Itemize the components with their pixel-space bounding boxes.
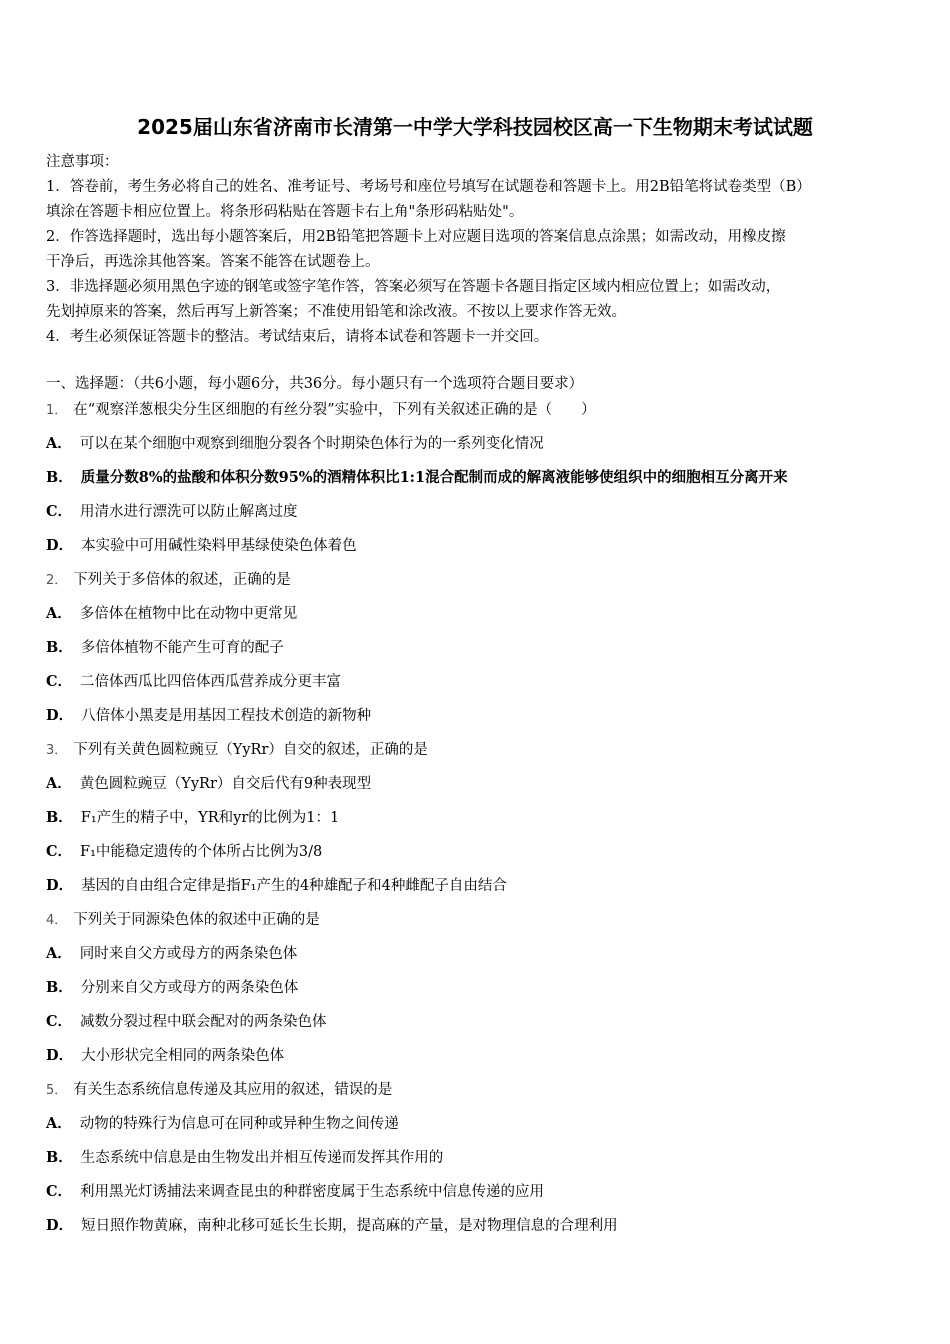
question-text: 下列有关黄色圆粒豌豆（YyRr）自交的叙述，正确的是: [73, 742, 428, 758]
option-letter: B．: [46, 639, 73, 656]
question-stem: [46, 568, 291, 593]
option-letter: D．: [46, 1217, 74, 1234]
option-text: 黄色圆粒豌豆（YyRr）自交后代有9种表现型: [79, 776, 372, 792]
option-text: 利用黑光灯诱捕法来调查昆虫的种群密度属于生态系统中信息传递的应用: [80, 1184, 545, 1200]
option-text: 质量分数8%的盐酸和体积分数95%的酒精体积比1:1混合配制而成的解离液能够使组织中的细胞相互分离开来: [80, 469, 788, 486]
option-letter: C．: [46, 503, 73, 520]
option-text: 可以在某个细胞中观察到细胞分裂各个时期染色体行为的一系列变化情况: [79, 436, 544, 452]
section-header: 一、选择题：（共6小题，每小题6分，共36分。每小题只有一个选项符合题目要求）: [46, 376, 584, 392]
option-letter: D．: [46, 537, 74, 554]
option-text: 生态系统中信息是由生物发出并相互传递而发挥其作用的: [80, 1150, 444, 1166]
option-row: [46, 1214, 618, 1238]
notice-heading: 注意事项：: [46, 154, 119, 170]
question-stem: [46, 738, 428, 763]
option-letter: C．: [46, 1013, 73, 1030]
option-letter: B．: [46, 809, 73, 826]
question-text: 下列关于同源染色体的叙述中正确的是: [73, 912, 320, 928]
option-letter: B．: [46, 469, 73, 486]
option-row: [46, 840, 322, 864]
question-number: 5．: [46, 1083, 68, 1098]
question-stem: [46, 398, 596, 423]
option-row: [46, 1180, 544, 1204]
option-row: [46, 942, 297, 966]
option-text: 多倍体植物不能产生可育的配子: [80, 640, 284, 656]
question-text: 在“观察洋葱根尖分生区细胞的有丝分裂”实验中，下列有关叙述正确的是（ ）: [73, 402, 596, 418]
option-text: 动物的特殊行为信息可在同种或异种生物之间传递: [79, 1116, 399, 1132]
option-row: [46, 976, 298, 1000]
question-text: 有关生态系统信息传递及其应用的叙述，错误的是: [73, 1082, 393, 1098]
option-text: F₁中能稳定遗传的个体所占比例为3/8: [80, 844, 323, 860]
option-letter: C．: [46, 843, 73, 860]
option-row: [46, 670, 341, 694]
page-title: 2025届山东省济南市长清第一中学大学科技园校区高一下生物期末考试试题: [137, 115, 813, 139]
notice-line: 3．非选择题必须用黑色字迹的钢笔或签字笔作答，答案必须写在答题卡各题目指定区域内相应位置上；如需改动，: [46, 279, 781, 295]
option-letter: C．: [46, 1183, 73, 1200]
option-text: 本实验中可用碱性染料甲基绿使染色体着色: [81, 538, 357, 554]
option-text: 大小形状完全相同的两条染色体: [81, 1048, 285, 1064]
option-text: 分别来自父方或母方的两条染色体: [80, 980, 299, 996]
option-row: [46, 602, 297, 626]
option-text: F₁产生的精子中，YR和yr的比例为1：1: [80, 810, 340, 826]
option-row: [46, 636, 284, 660]
option-row: [46, 704, 371, 728]
option-row: [46, 1010, 327, 1034]
option-text: 同时来自父方或母方的两条染色体: [79, 946, 298, 962]
option-letter: A．: [46, 1115, 72, 1132]
question-number: 3．: [46, 743, 68, 758]
question-stem: [46, 1078, 392, 1103]
notice-line: 填涂在答题卡相应位置上。将条形码粘贴在答题卡右上角"条形码粘贴处"。: [46, 204, 524, 220]
option-text: 二倍体西瓜比四倍体西瓜营养成分更丰富: [80, 674, 342, 690]
question-number: 1．: [46, 403, 68, 418]
notice-block: [46, 150, 906, 350]
option-row: [46, 874, 507, 898]
option-row: [46, 432, 544, 456]
option-letter: D．: [46, 707, 74, 724]
option-row: [46, 1112, 399, 1136]
option-row: [46, 772, 371, 796]
question-number: 4．: [46, 913, 68, 928]
option-letter: D．: [46, 877, 74, 894]
option-row: [46, 1044, 284, 1068]
option-letter: A．: [46, 775, 72, 792]
option-letter: D．: [46, 1047, 74, 1064]
option-text: 减数分裂过程中联会配对的两条染色体: [80, 1014, 327, 1030]
option-row: [46, 806, 339, 830]
option-letter: B．: [46, 1149, 73, 1166]
option-row: [46, 500, 298, 524]
notice-line: 干净后，再选涂其他答案。答案不能答在试题卷上。: [46, 254, 380, 270]
option-row: [46, 534, 357, 558]
notice-line: 1．答卷前，考生务必将自己的姓名、准考证号、考场号和座位号填写在试题卷和答题卡上。用2B铅笔将试卷类型（B）: [46, 179, 811, 195]
notice-line: 2．作答选择题时，选出每小题答案后，用2B铅笔把答题卡上对应题目选项的答案信息点涂黑；如需改动，用橡皮擦: [46, 229, 786, 245]
question-number: 2．: [46, 573, 68, 588]
option-row: [46, 1146, 443, 1170]
option-letter: B．: [46, 979, 73, 996]
option-text: 短日照作物黄麻，南种北移可延长生长期，提高麻的产量，是对物理信息的合理利用: [81, 1218, 618, 1234]
option-row: [46, 466, 788, 490]
option-text: 用清水进行漂洗可以防止解离过度: [80, 504, 298, 520]
option-text: 基因的自由组合定律是指F₁产生的4种雄配子和4种雌配子自由结合: [81, 878, 507, 894]
question-stem: [46, 908, 320, 933]
option-letter: A．: [46, 945, 72, 962]
option-letter: A．: [46, 435, 72, 452]
question-text: 下列关于多倍体的叙述，正确的是: [73, 572, 291, 588]
option-letter: A．: [46, 605, 72, 622]
option-text: 多倍体在植物中比在动物中更常见: [79, 606, 298, 622]
option-text: 八倍体小黑麦是用基因工程技术创造的新物种: [81, 708, 372, 724]
notice-line: 4．考生必须保证答题卡的整洁。考试结束后，请将本试卷和答题卡一并交回。: [46, 329, 549, 345]
notice-line: 先划掉原来的答案，然后再写上新答案；不准使用铅笔和涂改液。不按以上要求作答无效。: [46, 304, 626, 320]
option-letter: C．: [46, 673, 73, 690]
